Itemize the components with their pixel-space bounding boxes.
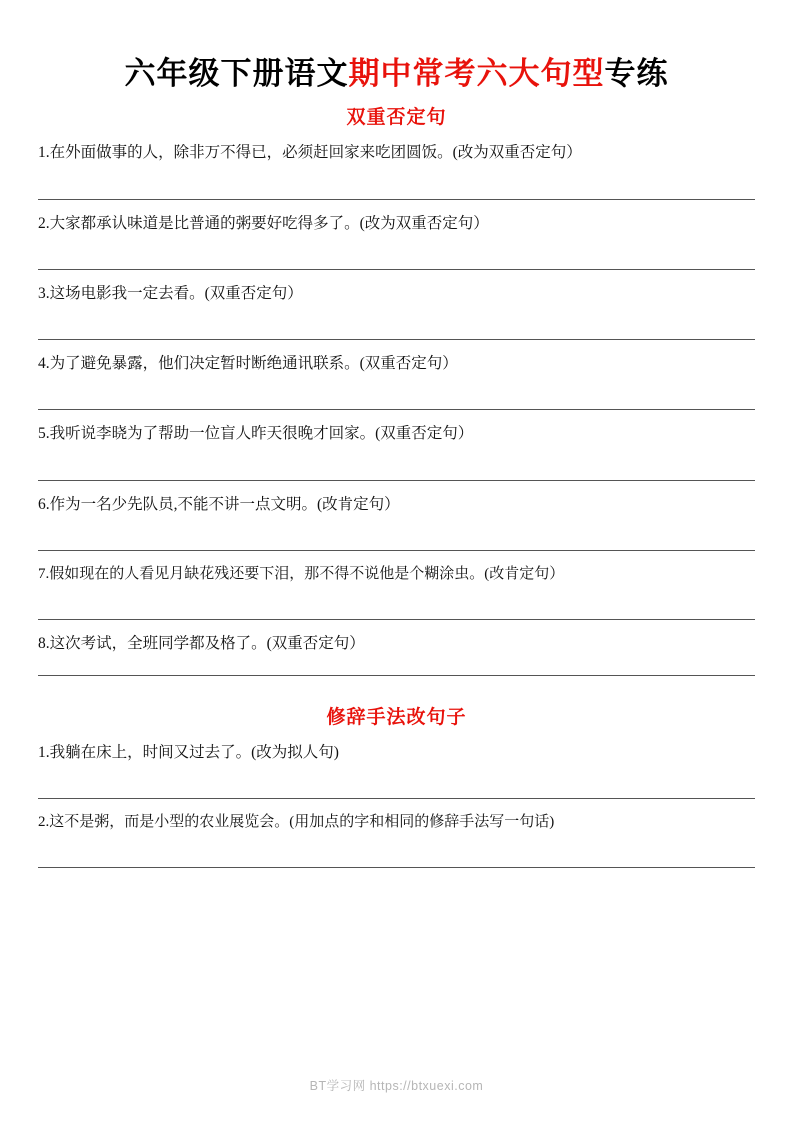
question-item xyxy=(36,352,757,410)
question-text: 2.这不是粥，而是小型的农业展览会。(用加点的字和相同的修辞手法写一句话) xyxy=(38,813,555,830)
site-watermark: BT学习网 https://btxuexi.com xyxy=(309,1079,484,1093)
question-text: 8.这次考试，全班同学都及格了。(双重否定句） xyxy=(38,635,365,653)
page-title-tail: 专练 xyxy=(604,56,669,91)
answer-line[interactable] xyxy=(38,516,755,551)
question-item xyxy=(36,632,757,675)
question-text: 3.这场电影我一定去看。(双重否定句） xyxy=(38,284,303,302)
answer-line[interactable] xyxy=(38,446,755,481)
answer-line[interactable] xyxy=(38,305,755,340)
question-text: 1.我躺在床上，时间又过去了。(改为拟人句) xyxy=(38,743,339,761)
answer-line[interactable] xyxy=(38,235,755,270)
section-divider xyxy=(38,674,755,676)
question-item xyxy=(36,811,757,869)
question-text: 7.假如现在的人看见月缺花残还要下泪，那不得不说他是个糊涂虫。(改肯定句） xyxy=(38,565,565,582)
section-heading-2: 修辞手法改句子 xyxy=(326,706,467,728)
question-item xyxy=(36,493,757,551)
page-title-lead: 六年级下册语文 xyxy=(124,56,349,91)
question-item xyxy=(36,741,757,799)
question-text: 6.作为一名少先队员,不能不讲一点文明。(改肯定句） xyxy=(38,495,400,513)
page-title-accent: 期中常考六大句型 xyxy=(348,56,605,91)
section-heading-1: 双重否定句 xyxy=(346,107,447,129)
question-text: 1.在外面做事的人，除非万不得已，必须赶回家来吃团圆饭。(改为双重否定句） xyxy=(38,144,582,162)
page-title xyxy=(36,54,757,94)
question-text: 2.大家都承认味道是比普通的粥要好吃得多了。(改为双重否定句） xyxy=(38,214,489,232)
answer-line[interactable] xyxy=(38,833,755,868)
answer-line[interactable] xyxy=(38,764,755,799)
question-item xyxy=(36,212,757,270)
question-item xyxy=(36,422,757,480)
answer-line[interactable] xyxy=(38,165,755,200)
question-text: 5.我听说李晓为了帮助一位盲人昨天很晚才回家。(双重否定句） xyxy=(38,425,474,443)
answer-line[interactable] xyxy=(38,585,755,620)
question-item xyxy=(36,141,757,199)
answer-line[interactable] xyxy=(38,375,755,410)
question-item xyxy=(36,282,757,340)
question-text: 4.为了避免暴露，他们决定暂时断绝通讯联系。(双重否定句） xyxy=(38,355,458,373)
question-item xyxy=(36,563,757,621)
